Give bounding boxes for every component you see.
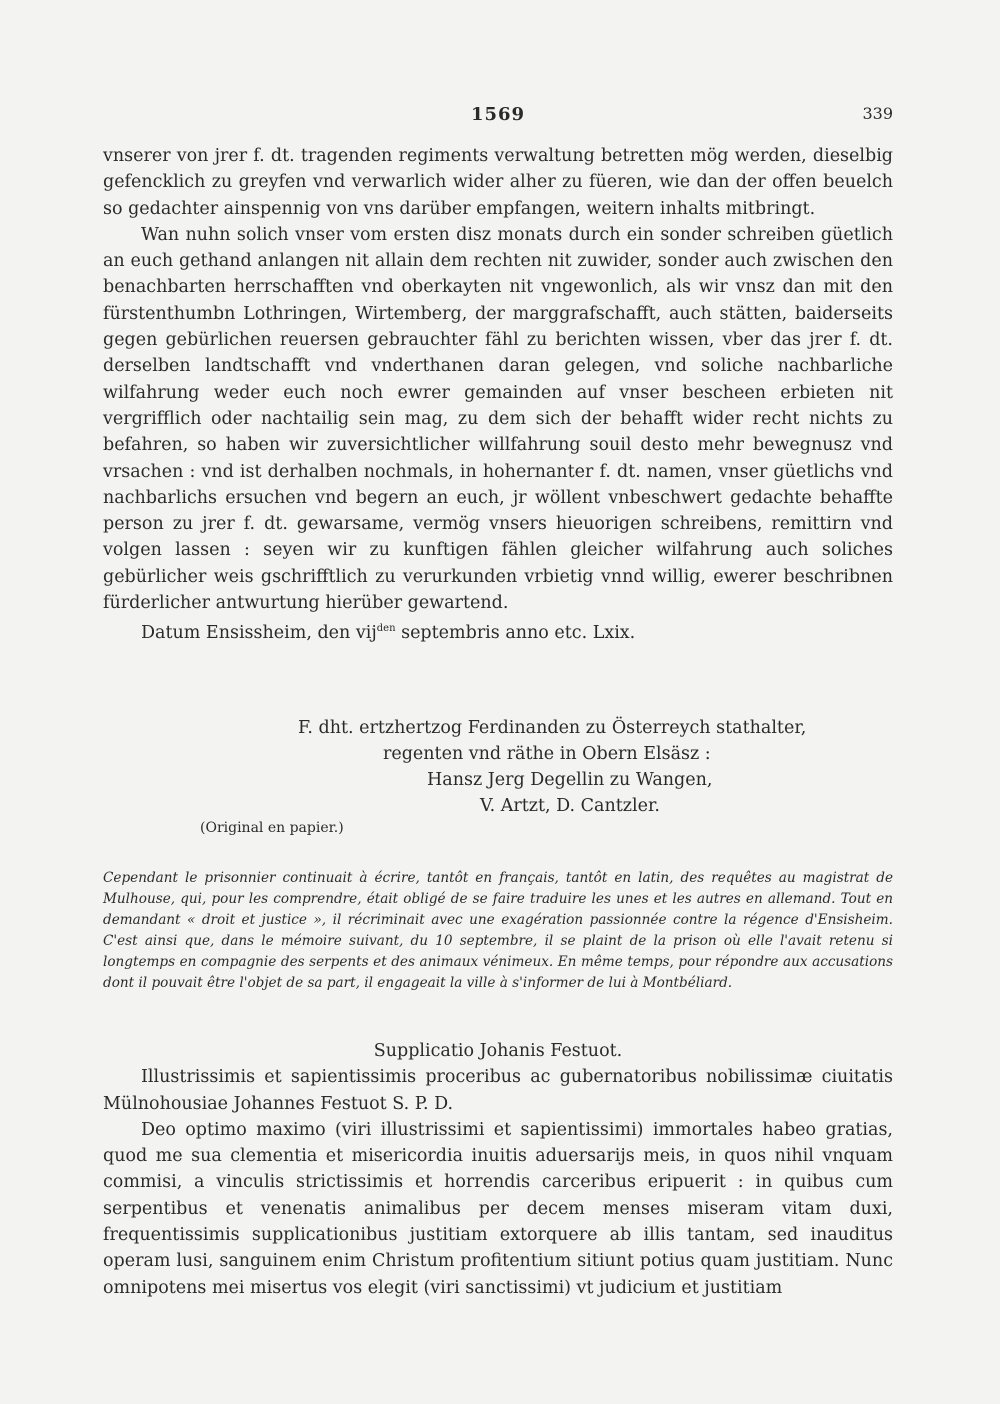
signature-line: V. Artzt, D. Cantzler. xyxy=(480,796,660,816)
letter-datum xyxy=(103,616,893,646)
signature-line: F. dht. ertzhertzog Ferdinanden zu Österreych stathalter, xyxy=(298,718,807,738)
supplicatio-paragraph: Illustrissimis et sapientissimis proceribus ac gubernatoribus nobilissimæ ciuitatis Mülnohousiae Johannes Festuot S. P. D. xyxy=(103,1067,893,1114)
supplicatio-paragraph: Deo optimo maximo (viri illustrissimi et sapientissimi) immortales habeo gratias, quod me sua clementia et misericordia inuitis aduersarijs meis, in quos nihil vnquam commisi, a vinculis strictissimis et horrendis carceribus eripuerit : in quibus cum serpentibus et venenatis animalibus per decem menses miseram vitam duxi, frequentissimis supplicationibus justitiam extorquere ab illis tantam, sed inauditus operam lusi, sanguinem enim Christum profitentium sitiunt potius quam justitiam. Nunc omnipotens mei misertus vos elegit (viri sanctissimi) vt judicium et justitiam xyxy=(103,1119,893,1298)
letter-paragraph: Wan nuhn solich vnser vom ersten disz monats durch ein sonder schreiben güetlich an euch gethand anlangen nit allain dem rechten nit zuwider, sonder auch zwischen den benachbarten herrschafften vnd oberkayten nit vngewonlich, als wir vnsz dan mit den fürstenthumbn Lothringen, Wirtemberg, der marggrafschafft, auch stätten, baiderseits gegen gebürlichen reuersen gebrauchter fähl zu berichten wissen, vber das jrer f. dt. derselben landtschafft vnd vnderthanen daran gelegen, vnd soliche nachbarliche wilfahrung weder euch noch ewrer gemainden auf vnser bescheen erbieten nit vergrifflich oder nachtailig sein mag, zu dem sich der behafft wider recht nichts zu befahren, so haben wir zuversichtlicher willfahrung souil desto mehr bewegnusz vnd vrsachen : vnd ist derhalben nochmals, in hohernanter f. dt. namen, vnser güetlichs vnd nachbarlichs ersuchen vnd begern an euch, jr wöllent vnbeschwert gedachte behaffte person zu jrer f. dt. gewarsame, vermög vnsers hieuorigen schreibens, remittirn vnd volgen lassen : seyen wir zu kunftigen fählen gleicher wilfahrung auch soliches gebürlicher weis gschrifftlich zu verurkunden vrbietig vnnd willig, ewerer beschribnen fürderlicher antwurtung hierüber gewartend. xyxy=(103,224,893,614)
datum-text: Datum Ensissheim, den vij xyxy=(141,623,377,644)
signature-line: regenten vnd räthe in Obern Elsäsz : xyxy=(383,744,711,764)
running-header xyxy=(103,104,893,128)
datum-superscript: den xyxy=(376,623,396,635)
letter-body xyxy=(103,143,893,646)
supplicatio-title: Supplicatio Johanis Festuot. xyxy=(373,1041,623,1061)
signature-line: Hansz Jerg Degellin zu Wangen, xyxy=(427,770,713,790)
letter-paragraph: vnserer von jrer f. dt. tragenden regiments verwaltung betretten mög werden, dieselbig gefencklich zu greyfen vnd verwarlich wider alher zu füeren, wie dan der offen beuelch so gedachter ainspennig von vns darüber empfangen, weitern inhalts mitbringt. xyxy=(103,146,893,219)
page-year: 1569 xyxy=(470,104,526,125)
page-number: 339 xyxy=(862,104,893,123)
provenance-note: (Original en papier.) xyxy=(200,820,344,836)
supplicatio-section xyxy=(103,1038,893,1301)
editor-note: Cependant le prisonnier continuait à écrire, tantôt en français, tantôt en latin, des requêtes au magistrat de Mulhouse, qui, pour les comprendre, était obligé de se faire traduire les unes et les autres en allemand. Tout en demandant « droit et justice », il récriminait avec une exagération passionnée contre la régence d'Ensisheim. C'est ainsi que, dans le mémoire suivant, du 10 septembre, il se plaint de la prison où elle l'avait retenu si longtemps en compagnie des serpents et des animaux vénimeux. En même temps, pour répondre aux accusations dont il pouvait être l'objet de sa part, il engageait la ville à s'informer de lui à Montbéliard. xyxy=(103,870,893,991)
datum-text: septembris anno etc. Lxix. xyxy=(395,623,636,644)
